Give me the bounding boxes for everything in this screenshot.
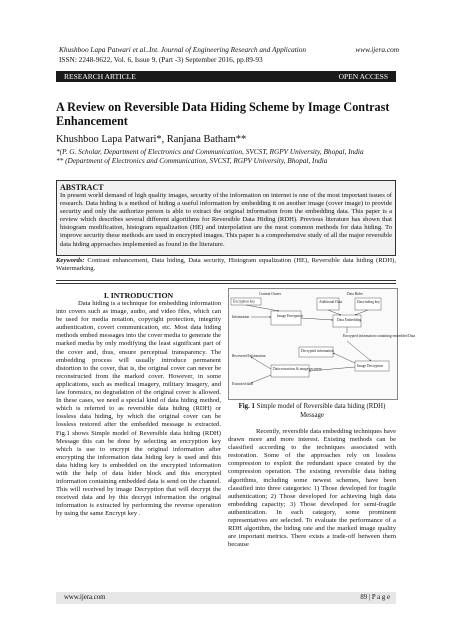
abstract-text: In present world demand of high quality images, security of the information on internet is one of the most important issues of research. Data hiding is a method of hiding a useful information by embedding it on another image (cover image) to provide security and only the authorize person is able to extract the original information from the embedding data. This paper is a review which describes several different algorithms for Reversible Data Hiding (RDH). Previous literature has shown that histogram modification, histogram equalization (HE) and interpolation are the most common methods for data hiding. To improve security these methods are used in encrypted images. This paper is a comprehensive study of all the major reversible data hiding approaches implemented as found in the literature. xyxy=(60,192,392,248)
open-access-label: OPEN ACCESS xyxy=(338,72,388,81)
section-divider xyxy=(56,280,396,284)
keywords-text: Contrast enhancement, Data hiding, Data security, Histogram equalization (HE), Reversible data hiding (RDH), Watermarking. xyxy=(56,257,396,273)
figure-caption-label: Fig. 1 xyxy=(238,403,255,410)
label-information: Information xyxy=(232,315,250,319)
label-decrypted-info: Decrypted information xyxy=(301,349,334,353)
abstract-heading: ABSTRACT xyxy=(60,183,104,192)
page-footer xyxy=(56,592,396,604)
label-encryption-key: Encryption key xyxy=(233,299,256,304)
label-extracted-data: Extracted data xyxy=(232,382,253,386)
header-citation: Khushboo Lapa Patwari et al..Int. Journal of Engineering Research and Application xyxy=(59,45,307,54)
abstract-box xyxy=(56,180,396,256)
label-data-extraction: Data extraction & image recovery xyxy=(273,367,322,371)
page-number: 89 | P a g e xyxy=(360,594,390,601)
label-content-owner: Content Owner xyxy=(259,292,282,296)
affiliation-1: *(P. G. Scholar, Department of Electronics and Communication, SVCST, RGPV University, Bhopal, India xyxy=(56,147,364,156)
figure-caption-text: Simple model of Reversible data hiding (RDH) Message xyxy=(254,403,386,419)
label-data-hider: Data Hider xyxy=(347,292,363,296)
paper-title: A Review on Reversible Data Hiding Scheme by Image Contrast Enhancement xyxy=(56,100,390,128)
keywords xyxy=(56,257,396,273)
label-data-hiding-key: Data hiding key xyxy=(357,300,380,304)
label-additional-data: Additional Data xyxy=(319,300,343,304)
paper-authors: Khushboo Lapa Patwari*, Ranjana Batham** xyxy=(56,134,247,145)
intro-paragraph: Data hiding is a technique for embedding information into covers such as image, audio, and video files, which can be used for media notation, copyright protection, integrity authentication, covert communication, etc. Most data hiding methods embed messages into the cover media to generate the marked media by only modifying the least significant part of the cover and, thus, ensure perceptual transparency. The embedding process will usually introduce permanent distortion to the cover, that is, the original cover can never be reconstructed from the marked cover. However, in some applications, such as medical imagery, military imagery, and law forensics, no degradation of the original cover is allowed. In these cases, we need a special kind of data hiding method, which is referred to as reversible data hiding (RDH) or lossless data hiding, by which the original cover can be lossless restored after the embedded message is extracted. Fig.1 shows Simple model of Reversible data hiding (RDH) Message this can be done by selecting an encryption key which is use to encrypt the original information after encrypting the information data hiding key is used and this data hiding key is embedded on the encrypted information with the help of data hider block and this encrypted information containing embedded data is send on the channel. This will received by image Decryption that will decrypt the received data and by this decrypt information the original information is extracted by performing the reverse operation by using the same Encrypt key . xyxy=(56,300,221,518)
article-type-banner xyxy=(56,71,396,82)
keywords-label: Keywords: xyxy=(56,257,85,264)
header-website-link[interactable]: www.ijera.com xyxy=(355,45,399,54)
rdh-diagram xyxy=(229,289,416,399)
intro-right-paragraph: Recently, reversible data embedding techniques have drawn more and more interest. Existing methods can be classified according to the techniques associated with restoration. Some of the approaches rely on lossless compression to exploit the redundant space created by the compression operation. The existing reversible data hiding algorithms, including some newest schemes, have been classified into three categories: 1) Those developed for fragile authentication; 2) Those developed for achieving high data embedding capacity; 3) Those developed for semi-fragile authentication. In each category, some prominent representatives are selected. To evaluate the performance of a RDH algorithm, the hiding rate and the marked image quality are important metrics. There exists a trade-off between them because xyxy=(228,428,396,549)
label-image-decryption: Image Decryption xyxy=(357,364,384,368)
running-header xyxy=(59,45,399,54)
footer-website-link[interactable]: www.ijera.com xyxy=(64,594,106,601)
header-issn: ISSN: 2248-9622, Vol. 6, Issue 9, (Part -3) September 2016, pp.89-93 xyxy=(59,55,263,64)
research-article-label: RESEARCH ARTICLE xyxy=(64,72,136,81)
label-recovered-info: Recovered Information xyxy=(232,354,266,358)
affiliation-2: ** (Department of Electronics and Communication, SVCST, RGPV University, Bhopal, India xyxy=(56,156,328,165)
figure-caption xyxy=(228,403,396,420)
intro-right-column xyxy=(228,428,396,549)
affiliations xyxy=(56,147,396,165)
rdh-model-figure xyxy=(228,288,416,400)
label-image-encryption: Image Encryption xyxy=(277,314,303,318)
label-encrypted-info: Encrypted information containing embedded Data xyxy=(343,334,416,338)
label-data-embedding: Data Embedding xyxy=(337,318,362,322)
intro-left-column xyxy=(56,300,221,519)
section-heading: I. INTRODUCTION xyxy=(103,291,174,300)
